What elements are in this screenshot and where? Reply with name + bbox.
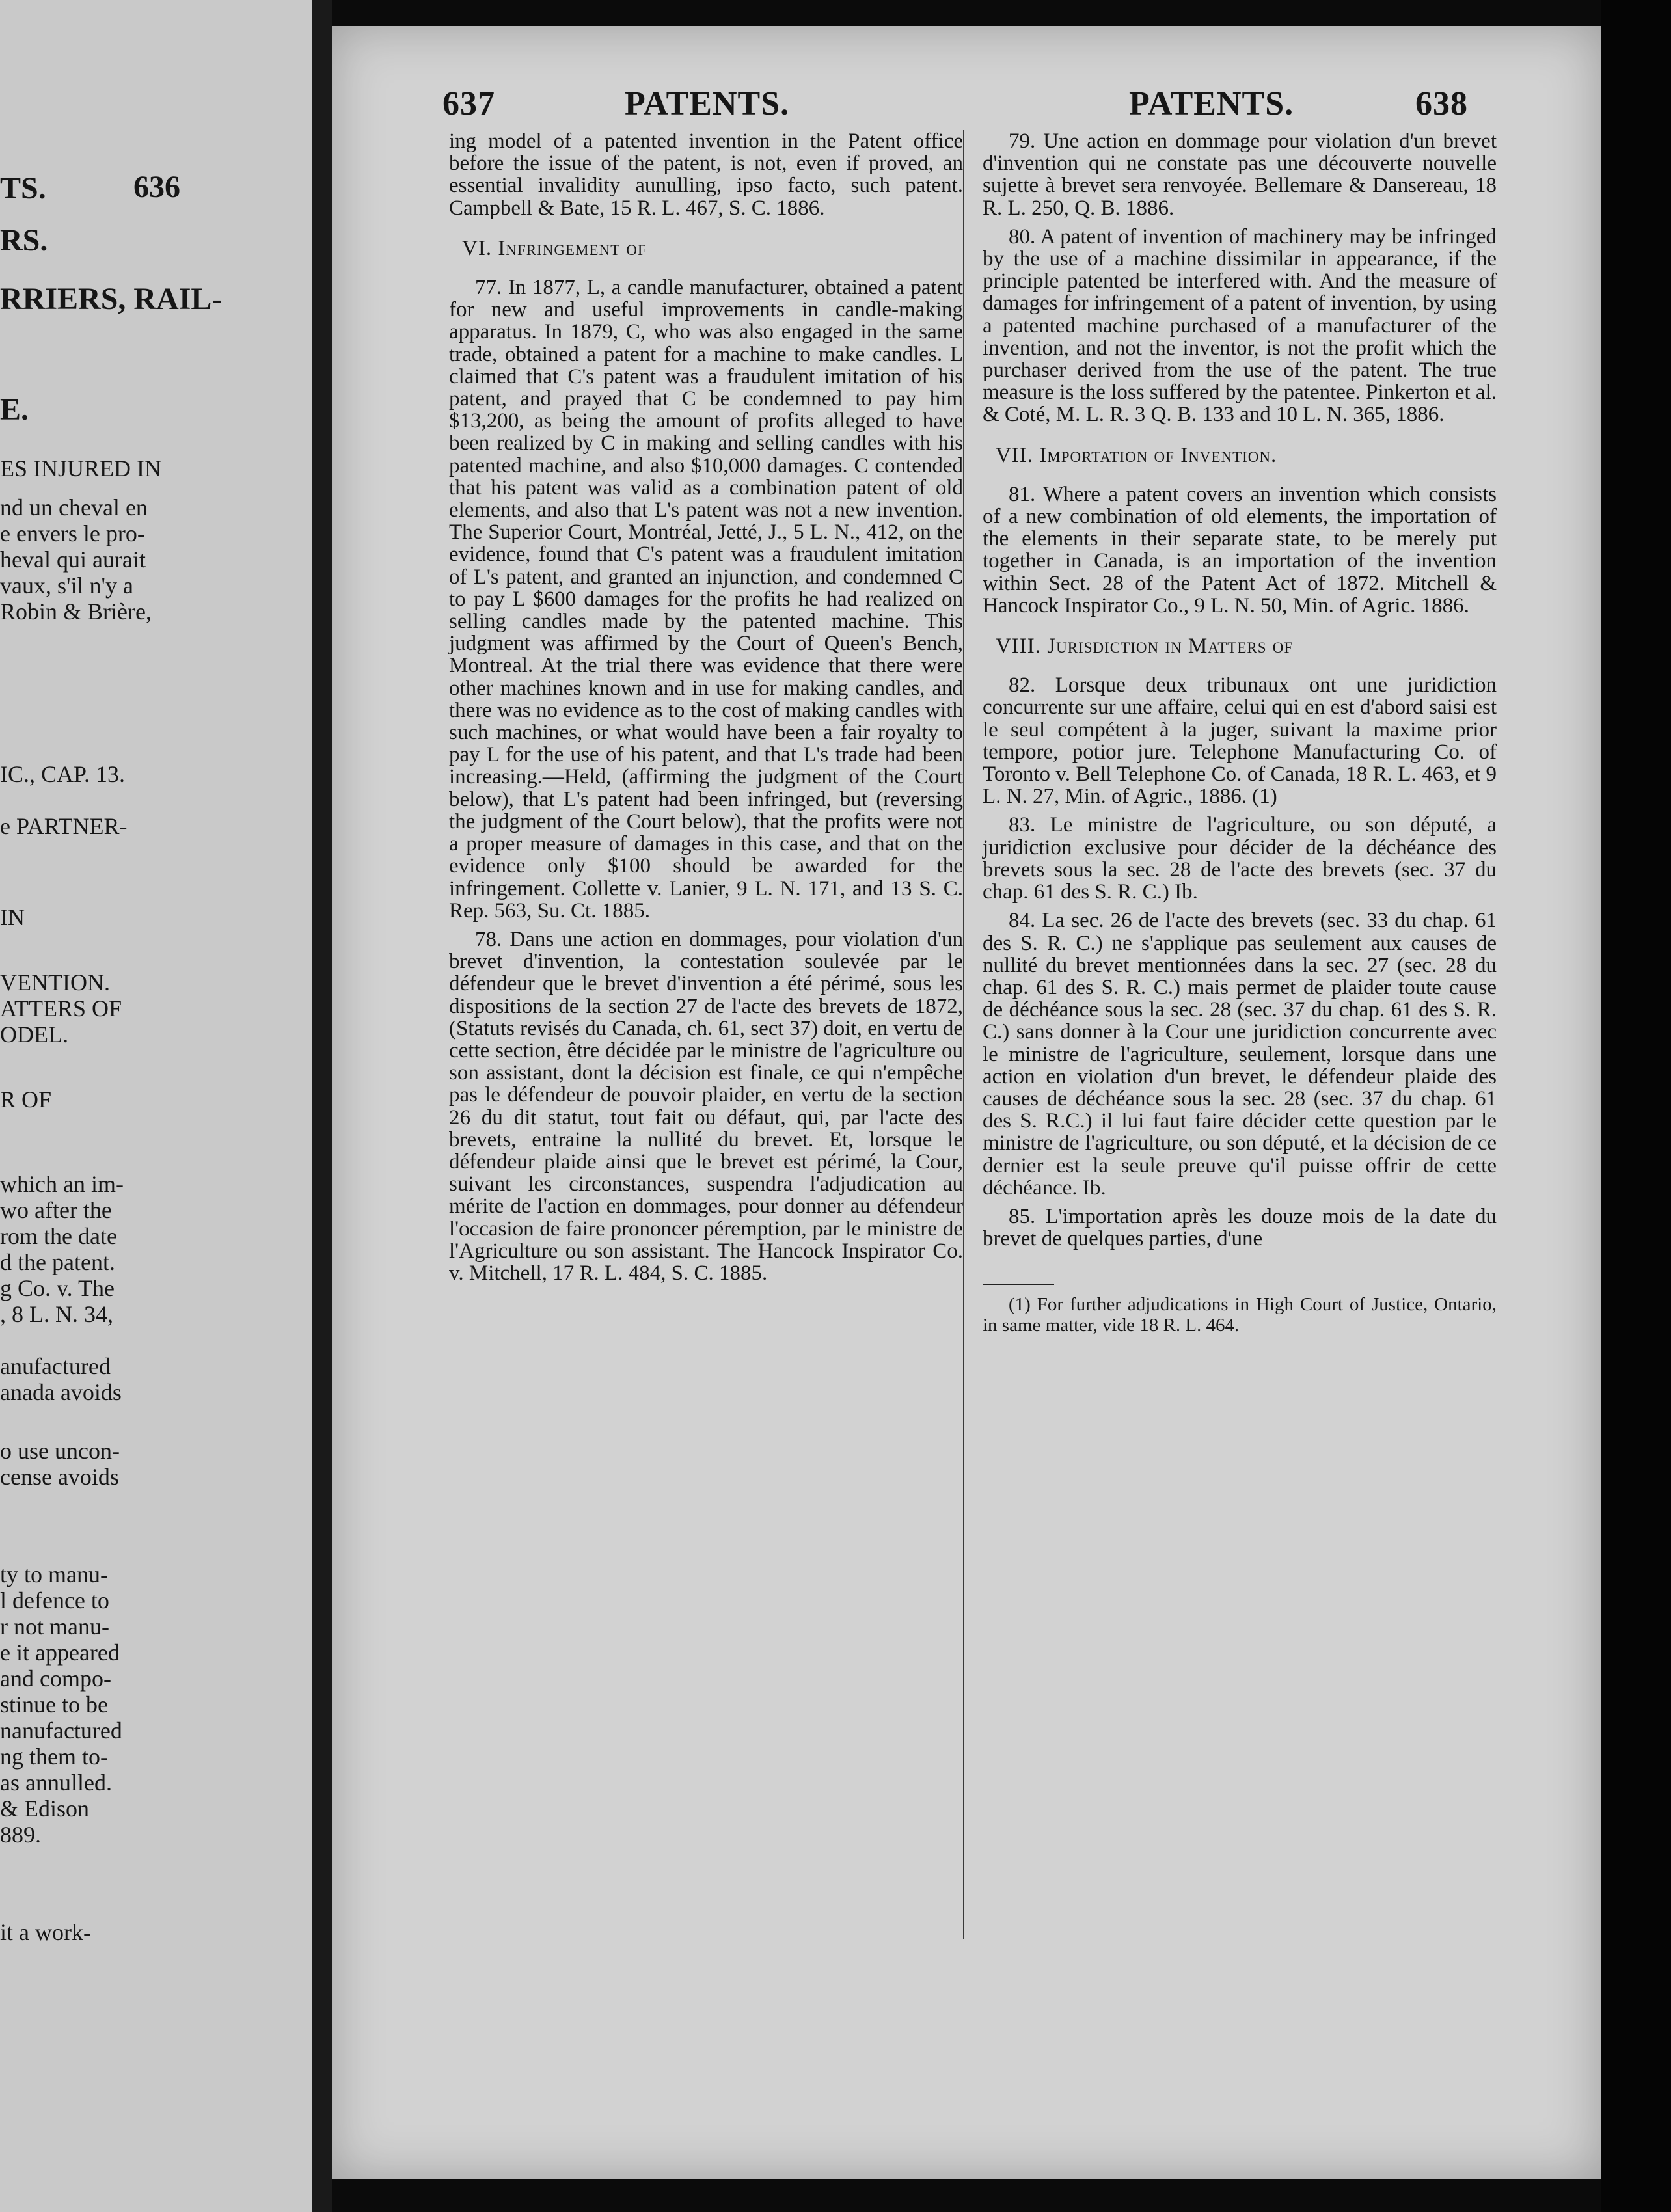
paragraph-82: 82. Lorsque deux tribunaux ont une juridiction concurrente sur une affaire, celui qui en est d'abord saisi est le seul compétent à la juger, suivant la maxime prior tempore, potior jure. Telephone Manufacturing Co. of Toronto v. Bell Telephone Co. of Canada, 18 R. L. 463, et 9 L. N. 27, Min. of Agric., 1886. (1) (983, 673, 1497, 809)
facing-page-line: r not manu- (0, 1613, 109, 1639)
facing-page-line: g Co. v. The (0, 1275, 115, 1301)
facing-page-line: d the patent. (0, 1249, 115, 1275)
section-heading-vii: VII. Importation of Invention. (996, 443, 1277, 467)
facing-page-line: stinue to be (0, 1692, 108, 1718)
facing-page-line: 889. (0, 1822, 41, 1848)
facing-page-line: Robin & Brière, (0, 599, 152, 625)
facing-page-line: e envers le pro- (0, 520, 145, 546)
facing-page-number: 636 (133, 170, 180, 204)
paragraph-77: 77. In 1877, L, a candle manufacturer, obtained a patent for new and useful improvements in candle-making apparatus. In 1879, C, who was also engaged in the same trade, obtained a patent for a machine to make candles. L claimed that C's patent was a fraudulent imitation of his patent, and prayed that C be condemned to pay him $13,200, as being the amount of profits alleged to have been realized by C in making and selling candles with his patented machine, and also $10,000 damages. C contended that his patent was valid as a combination patent of old elements, and also that L's patent was not a new invention. The Superior Court, Montréal, Jetté, J., 5 L. N., 412, on the evidence, found that C's patent was a fraudulent imitation of L's patent, and granted an injunction, and condemned C to pay L $600 damages for the profits he had realized on selling candles made by the patented machine. This judgment was affirmed by the Court of Queen's Bench, Montreal. At the trial there was evidence that there were other machines known and in use for making candles, and there was no evidence as to the cost of making candles with such machines, or what would have been a fair royalty to pay L for the use of his patent, and that L's trade had been increasing.—Held, (affirming the judgment of the Court below), that L's patent had been infringed, but (reversing the judgment of the Court below), that the profits were not a proper measure of damages in this case, and that on the evidence only $100 should be awarded for the infringement. Collette v. Lanier, 9 L. N. 171, and 13 S. C. Rep. 563, Su. Ct. 1885. (449, 276, 963, 923)
facing-page-line: ES INJURED IN (0, 455, 161, 481)
facing-page-line: & Edison (0, 1796, 90, 1822)
facing-page-line: it a work- (0, 1919, 91, 1945)
facing-page-line: anada avoids (0, 1379, 122, 1405)
facing-page-line: R OF (0, 1086, 52, 1113)
running-title-right: PATENTS. (1129, 85, 1294, 122)
right-column (983, 130, 1497, 1939)
facing-page-fragment (0, 0, 312, 2212)
facing-page-line: RS. (0, 223, 48, 258)
main-page (332, 26, 1601, 2179)
facing-page-line: ty to manu- (0, 1561, 108, 1587)
facing-page-line: nd un cheval en (0, 494, 148, 520)
facing-page-line: cense avoids (0, 1464, 119, 1490)
paragraph-79: 79. Une action en dommage pour violation d'un brevet d'invention qui ne constate pas une découverte nouvelle sujette à brevet sera renvoyée. Bellemare & Dansereau, 18 R. L. 250, Q. B. 1886. (983, 129, 1497, 220)
facing-page-line: vaux, s'il n'y a (0, 573, 133, 599)
facing-page-line: VENTION. (0, 969, 110, 995)
paragraph-78: 78. Dans une action en dommages, pour violation d'un brevet d'invention, la contestation soulevée par le défendeur que le brevet d'invention a été périmé, sous les dispositions de la section 27 de l'acte des brevets de 1872, (Statuts revisés du Canada, ch. 61, sect 37) doit, en vertu de cette section, être décidée par le ministre de l'agriculture ou son assistant, dont la décision est finale, ce qui n'empêche pas le défendeur de pouvoir plaider, en vertu de la section 26 du dit statut, tout fait ou défaut, qui, par l'acte des brevets, entraine la nullité du brevet. Et, lorsque le défendeur plaide ainsi que le brevet est périmé, la Cour, suivant les circonstances, suspendra l'adjudication au mérite de l'action en dommages, pour donner au défendeur l'occasion de faire prononcer péremption, par le ministre de l'Agriculture ou son assistant. The Hancock Inspirator Co. v. Mitchell, 17 R. L. 484, S. C. 1885. (449, 927, 963, 1285)
left-column (449, 130, 963, 1939)
book-gutter (312, 0, 332, 2212)
facing-page-line: ODEL. (0, 1021, 68, 1047)
facing-page-line: , 8 L. N. 34, (0, 1301, 113, 1327)
facing-page-line: wo after the (0, 1197, 112, 1223)
facing-page-line: IN (0, 904, 25, 930)
facing-page-line: TS. (0, 171, 46, 206)
facing-page-line: IC., CAP. 13. (0, 761, 126, 787)
facing-page-line: rom the date (0, 1223, 117, 1249)
section-heading-vi: VI. Infringement of (462, 236, 647, 260)
facing-page-line: ATTERS OF (0, 995, 122, 1021)
scan-edge (1601, 0, 1671, 2212)
section-heading-viii: VIII. Jurisdiction in Matters of (996, 634, 1294, 658)
facing-page-line: nanufactured (0, 1718, 122, 1744)
footnote: (1) For further adjudications in High Court of Justice, Ontario, in same matter, vide 18 R. L. 464. (983, 1294, 1497, 1336)
page-number-right: 638 (1415, 85, 1468, 122)
facing-page-line: e PARTNER- (0, 813, 128, 839)
facing-page-text (0, 0, 312, 2212)
page-number-left: 637 (442, 85, 495, 122)
facing-page-line: which an im- (0, 1171, 124, 1197)
running-title-left: PATENTS. (625, 85, 790, 122)
column-divider (963, 130, 964, 1939)
facing-page-line: l defence to (0, 1587, 109, 1613)
facing-page-line: ng them to- (0, 1744, 108, 1770)
paragraph-81: 81. Where a patent covers an invention which consists of a new combination of old elements, the importation of the elements in their separate state, to be merely put together in Canada, is an importation of the invention within Sect. 28 of the Patent Act of 1872. Mitchell & Hancock Inspirator Co., 9 L. N. 50, Min. of Agric. 1886. (983, 482, 1497, 617)
facing-page-line: e it appeared (0, 1639, 120, 1666)
paragraph-83: 83. Le ministre de l'agriculture, ou son député, a juridiction exclusive pour décider de la déchéance des brevets sous la sec. 28 de l'acte des brevets (sec. 37 du chap. 61 des S. R. C.) Ib. (983, 813, 1497, 904)
paragraph-85: 85. L'importation après les douze mois de la date du brevet de quelques parties, d'une (983, 1204, 1497, 1251)
facing-page-line: anufactured (0, 1353, 111, 1379)
facing-page-line: o use uncon- (0, 1438, 120, 1464)
facing-page-line: and compo- (0, 1666, 111, 1692)
paragraph-76-continued: ing model of a patented invention in the Patent office before the issue of the patent, is not, even if proved, an essential invalidity aunulling, ipso facto, such patent. Campbell & Bate, 15 R. L. 467, S. C. 1886. (449, 129, 963, 220)
facing-page-line: as annulled. (0, 1770, 112, 1796)
facing-page-line: RRIERS, RAIL- (0, 282, 223, 316)
facing-page-line: E. (0, 392, 29, 427)
facing-page-line: heval qui aurait (0, 546, 146, 573)
footnote-rule (983, 1284, 1054, 1285)
paragraph-84: 84. La sec. 26 de l'acte des brevets (sec. 33 du chap. 61 des S. R. C.) ne s'applique pas seulement aux causes de nullité du brevet mentionnées dans la sec. 27 (sec. 28 du chap. 61 des S. R. C.) mais permet de plaider toute cause de déchéance sous la sec. 28 (sec. 37 du chap. 61 des S. R. C.) sans donner à la Cour une juridiction concurrente avec le ministre de l'agriculture, seulement, lorsque dans une action en violation d'un brevet, le défendeur plaide des causes de déchéance sous la sec. 28 (sec. 37 du chap. 61 des S. R.C.) il lui faut faire décider cette question par le ministre de l'agriculture, ou son député, et la décision de ce dernier est la seule preuve qu'il puisse offrir de cette déchéance. Ib. (983, 909, 1497, 1200)
paragraph-80: 80. A patent of invention of machinery may be infringed by the use of a machine dissimilar in appearance, if the principle patented be interfered with. And the measure of damages for infringement of a patent of invention, by using a patented machine purchased of a manufacturer of the invention, and not the inventor, is not the profit which the purchaser derived from the use of the patent. The true measure is the loss suffered by the patentee. Pinkerton et al. & Coté, M. L. R. 3 Q. B. 133 and 10 L. N. 365, 1886. (983, 224, 1497, 427)
